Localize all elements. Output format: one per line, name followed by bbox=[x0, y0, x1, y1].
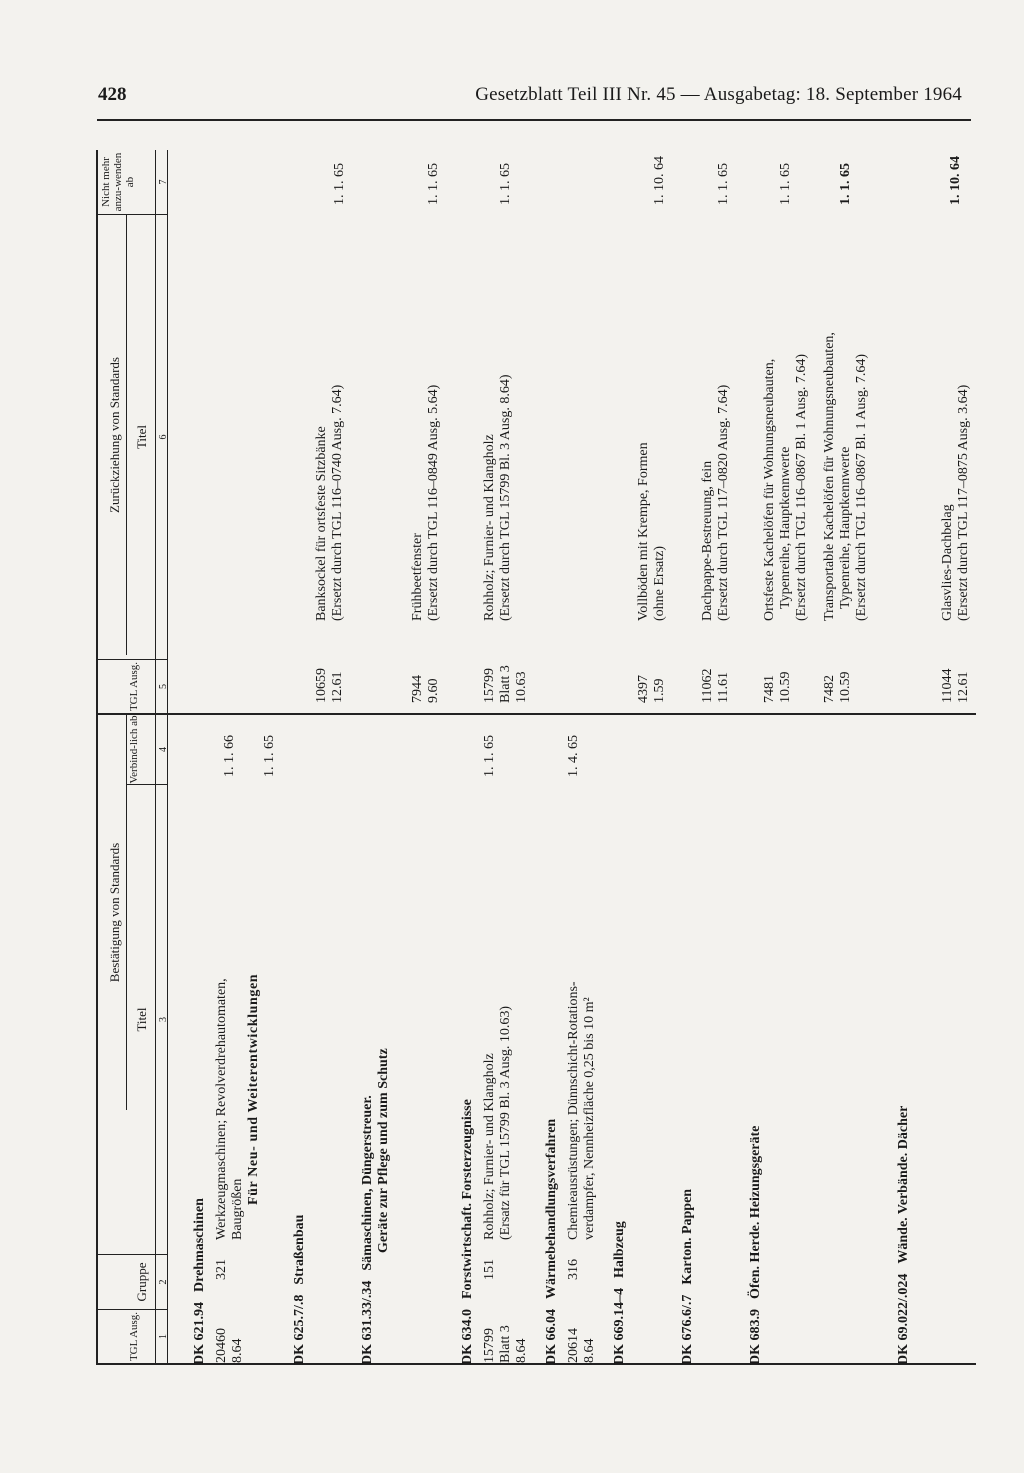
section-heading bbox=[292, 1215, 308, 1365]
titel-line: (Ersatz für TGL 15799 Bl. 3 Ausg. 10.63) bbox=[498, 1005, 513, 1240]
section-heading bbox=[192, 1198, 208, 1365]
tgl-ausgabe: 12.61 bbox=[330, 671, 345, 703]
section-name: Halbzeug bbox=[612, 1221, 627, 1278]
gruppe: 151 bbox=[482, 1259, 497, 1280]
section-name: Straßenbau bbox=[292, 1214, 307, 1285]
section-heading bbox=[360, 1095, 376, 1365]
dk-number: DK 66.04 bbox=[544, 1309, 559, 1365]
col-header-tgl-ausg-2: TGL Ausg. bbox=[128, 661, 140, 712]
section-name: Sämaschinen, Düngerstreuer. bbox=[360, 1095, 375, 1271]
tgl-blatt: Blatt 3 bbox=[498, 665, 513, 703]
page-title: Gesetzblatt Teil III Nr. 45 — Ausgabetag: 18. September 1964 bbox=[475, 84, 962, 105]
titel-line: Rohholz; Furnier- und Klangholz bbox=[482, 1053, 497, 1240]
dk-number: DK 669.14–4 bbox=[612, 1288, 627, 1365]
col-number: 7 bbox=[158, 179, 169, 185]
col-header-tgl-ausg: TGL Ausg. bbox=[128, 1311, 140, 1362]
titel-line: Werkzeugmaschinen; Revolverdrehautomaten, bbox=[214, 978, 229, 1240]
standards-table bbox=[96, 145, 976, 1365]
titel-line: Frühbeetfenster bbox=[410, 533, 425, 621]
ersatz-line: (Ersetzt durch TGL 116–0849 Ausg. 5.64) bbox=[426, 384, 441, 621]
titel-line: Chemieausrüstungen; Dünnschicht-Rotations- bbox=[566, 981, 581, 1240]
verbindlich-date: 1. 1. 65 bbox=[262, 735, 277, 777]
ersatz-line: (Ersetzt durch TGL 117–0875 Ausg. 3.64) bbox=[956, 384, 971, 621]
nicht-mehr-date: 1. 1. 65 bbox=[332, 163, 347, 205]
dk-number: DK 683.9 bbox=[748, 1309, 763, 1365]
titel-line: Typenreihe, Hauptkennwerte bbox=[778, 446, 793, 609]
group-header-bestaetigung: Bestätigung von Standards bbox=[107, 842, 122, 983]
tgl-ausgabe: 12.61 bbox=[956, 671, 971, 703]
col-header-nicht-mehr: Nicht mehr anzu-wenden ab bbox=[100, 152, 136, 212]
col-number: 6 bbox=[158, 434, 169, 440]
ersatz-line: (Ersetzt durch TGL 15799 Bl. 3 Ausg. 8.64) bbox=[498, 374, 513, 621]
tgl-number: 15799 bbox=[482, 668, 497, 703]
titel-line: Für Neu- und Weiterentwicklungen bbox=[246, 973, 261, 1205]
section-name: Forstwirtschaft. Forsterzeugnisse bbox=[460, 1099, 475, 1299]
tgl-ausgabe: 8.64 bbox=[230, 1338, 245, 1363]
nicht-mehr-date: 1. 1. 65 bbox=[838, 163, 853, 205]
nicht-mehr-date: 1. 1. 65 bbox=[716, 163, 731, 205]
col-number: 1 bbox=[158, 1334, 169, 1339]
section-heading bbox=[896, 1106, 912, 1365]
tgl-number: 15799 bbox=[482, 1328, 497, 1363]
nicht-mehr-date: 1. 1. 65 bbox=[426, 163, 441, 205]
group-header-zurueckziehung: Zurückziehung von Standards bbox=[107, 357, 122, 513]
page-header bbox=[96, 84, 970, 118]
nicht-mehr-date: 1. 10. 64 bbox=[948, 156, 963, 205]
tgl-number: 7482 bbox=[822, 675, 837, 703]
tgl-number: 10659 bbox=[314, 668, 329, 703]
titel-line: Baugrößen bbox=[230, 1178, 245, 1240]
tgl-number: 11062 bbox=[700, 668, 715, 703]
col-number: 5 bbox=[158, 684, 169, 689]
page-number: 428 bbox=[98, 84, 127, 105]
tgl-ausgabe: 1.59 bbox=[652, 678, 667, 703]
verbindlich-date: 1. 1. 65 bbox=[482, 735, 497, 777]
tgl-number: 11044 bbox=[940, 668, 955, 703]
section-name: Wärmebehandlungsverfahren bbox=[544, 1118, 559, 1299]
col-number: 2 bbox=[158, 1279, 169, 1285]
section-subheading: Geräte zur Pflege und zum Schutz bbox=[376, 1048, 391, 1253]
col-header-titel: Titel bbox=[134, 1007, 149, 1032]
ersatz-line: (Ersetzt durch TGL 116–0867 Bl. 1 Ausg. 7.64) bbox=[794, 353, 809, 621]
tgl-number: 20614 bbox=[566, 1328, 581, 1363]
section-name: Karton. Pappen bbox=[680, 1188, 695, 1285]
col-number: 3 bbox=[158, 1017, 169, 1022]
nicht-mehr-date: 1. 1. 65 bbox=[498, 163, 513, 205]
tgl-ausgabe: 10.59 bbox=[838, 671, 853, 703]
tgl-number: 7944 bbox=[410, 675, 425, 703]
gruppe: 321 bbox=[214, 1259, 229, 1280]
titel-line: Typenreihe, Hauptkennwerte bbox=[838, 446, 853, 609]
titel-line: verdampfer, Nennheizfläche 0,25 bis 10 m² bbox=[582, 997, 597, 1240]
titel-line: Vollböden mit Krempe, Formen bbox=[636, 442, 651, 621]
tgl-blatt: Blatt 3 bbox=[498, 1325, 513, 1363]
dk-number: DK 69.022/.024 bbox=[896, 1273, 911, 1365]
ersatz-line: (Ersetzt durch TGL 116–0867 Bl. 1 Ausg. 7.64) bbox=[854, 353, 869, 621]
titel-line: Transportable Kachelöfen für Wohnungsneubauten, bbox=[822, 332, 837, 621]
col-header-titel-2: Titel bbox=[134, 424, 149, 450]
ersatz-line: (ohne Ersatz) bbox=[652, 545, 667, 621]
titel-line: Ortsfeste Kachelöfen für Wohnungsneubauten, bbox=[762, 358, 777, 621]
tgl-ausgabe: 8.64 bbox=[514, 1338, 529, 1363]
group-header-underline-right bbox=[126, 215, 127, 655]
tgl-number: 7481 bbox=[762, 675, 777, 703]
section-heading bbox=[748, 1126, 764, 1365]
ersatz-line: (Ersetzt durch TGL 117–0820 Ausg. 7.64) bbox=[716, 384, 731, 621]
table-left-rule bbox=[96, 1363, 976, 1365]
titel-line: Glasvlies-Dachbelag bbox=[940, 504, 955, 621]
titel-line: Banksockel für ortsfeste Sitzbänke bbox=[314, 426, 329, 621]
ersatz-line: (Ersetzt durch TGL 116–0740 Ausg. 7.64) bbox=[330, 384, 345, 621]
header-rule bbox=[97, 119, 971, 121]
nicht-mehr-date: 1. 1. 65 bbox=[778, 163, 793, 205]
section-heading bbox=[460, 1099, 476, 1365]
verbindlich-date: 1. 1. 66 bbox=[222, 735, 237, 777]
dk-number: DK 625.7/.8 bbox=[292, 1294, 307, 1365]
dk-number: DK 676.6/.7 bbox=[680, 1294, 695, 1365]
header-bottom-rule bbox=[155, 150, 156, 1365]
section-name: Wände. Verbände. Dächer bbox=[896, 1105, 911, 1264]
tgl-number: 20460 bbox=[214, 1328, 229, 1363]
verbindlich-date: 1. 4. 65 bbox=[566, 735, 581, 777]
tgl-number: 4397 bbox=[636, 675, 651, 703]
section-heading bbox=[544, 1119, 560, 1365]
tgl-ausgabe: 10.59 bbox=[778, 671, 793, 703]
gruppe: 316 bbox=[566, 1259, 581, 1280]
tgl-ausgabe: 11.61 bbox=[716, 672, 731, 703]
section-heading bbox=[680, 1189, 696, 1365]
group-divider-rule bbox=[96, 713, 976, 715]
dk-number: DK 634.0 bbox=[460, 1309, 475, 1365]
col-header-gruppe: Gruppe bbox=[134, 1262, 149, 1302]
group-header-underline-left bbox=[126, 715, 127, 1110]
col-number: 4 bbox=[158, 747, 169, 752]
dk-number: DK 631.33/.34 bbox=[360, 1280, 375, 1365]
col-header-verbindlich: Verbind-lich ab bbox=[128, 715, 140, 784]
section-name: Drehmaschinen bbox=[192, 1198, 207, 1292]
section-name: Öfen. Herde. Heizungsgeräte bbox=[748, 1125, 763, 1299]
dk-number: DK 621.94 bbox=[192, 1302, 207, 1365]
titel-line: Rohholz; Furnier- und Klangholz bbox=[482, 434, 497, 621]
table-top-rule bbox=[96, 150, 98, 1365]
tgl-ausgabe: 10.63 bbox=[514, 671, 529, 703]
titel-line: Dachpappe-Bestreuung, fein bbox=[700, 460, 715, 621]
nicht-mehr-date: 1. 10. 64 bbox=[652, 156, 667, 205]
section-heading bbox=[612, 1221, 628, 1365]
tgl-ausgabe: 9.60 bbox=[426, 678, 441, 703]
tgl-ausgabe: 8.64 bbox=[582, 1338, 597, 1363]
